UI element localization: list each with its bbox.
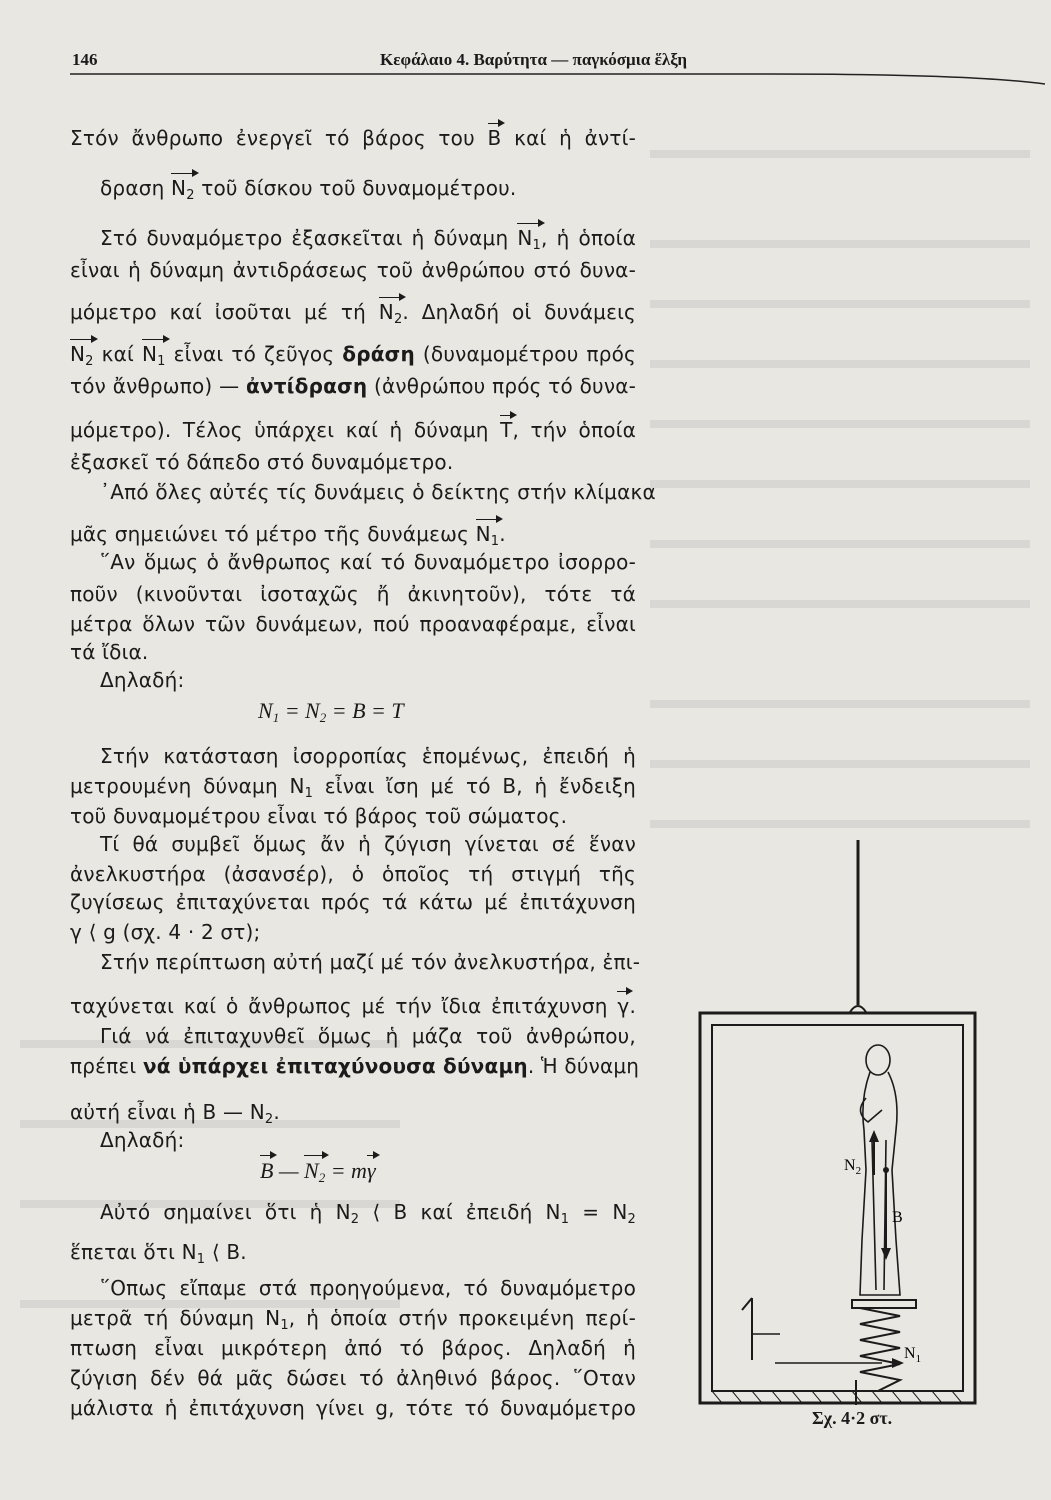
text-line-33: μετρᾶ τή δύναμη $N_1$, ἡ ὁποία στήν προκειμένη περί- — [70, 1306, 636, 1333]
text-line-14: μέτρα ὅλων τῶν δυνάμεων, πού προαναφέραμε, εἶναι — [70, 612, 636, 636]
chapter-title: Κεφάλαιο 4. Βαρύτητα — παγκόσμια ἕλξη — [380, 50, 688, 69]
elevator-cabin — [700, 1013, 975, 1403]
text-line-5: μόμετρο καί ἰσοῦται μέ τή $N_2$. Δηλαδή οἱ δυνάμεις — [70, 300, 636, 327]
text-line-6: $N_2$ καί $N_1$ εἶναι τό ζεῦγος δράση (δυναμομέτρου πρός — [70, 342, 636, 369]
elevator-figure — [660, 840, 980, 1430]
text-line-34: πτωση εἶναι μικρότερη ἀπό τό βάρος. Δηλαδή ἡ — [70, 1336, 636, 1360]
text-line-20: Τί θά συμβεῖ ὅμως ἄν ἡ ζύγιση γίνεται σέ ἕναν — [100, 832, 636, 856]
label-n1: $N_1$ — [904, 1345, 922, 1365]
header-rule — [70, 70, 1045, 100]
label-b: B — [892, 1209, 903, 1226]
equation-equilibrium: $N_1 = N_2 = B = T$ — [258, 698, 404, 725]
text-line-13: ποῦν (κινοῦνται ἰσοταχῶς ἤ ἀκινητοῦν), τότε τά — [70, 582, 636, 606]
text-line-22: ζυγίσεως ἐπιταχύνεται πρός τά κάτω μέ ἐπιτάχυνση — [70, 890, 636, 914]
text-line-17: Στήν κατάσταση ἰσορροπίας ἑπομένως, ἐπειδή ἡ — [100, 744, 636, 768]
text-line-2: δραση $N_2$ τοῦ δίσκου τοῦ δυναμομέτρου. — [100, 176, 517, 203]
text-line-31: ἕπεται ὅτι $N_1$ ⟨ B. — [70, 1240, 247, 1267]
equation-accelerating: B — $N_2 = m\gamma$ — [260, 1158, 376, 1185]
text-line-25: ταχύνεται καί ὁ ἄνθρωπος μέ τήν ἴδια ἐπιτάχυνση γ. — [70, 994, 636, 1018]
text-line-11: μᾶς σημειώνει τό μέτρο τῆς δυνάμεως $N_1$. — [70, 522, 506, 549]
text-line-7: τόν ἄνθρωπο) — ἀντίδραση (ἀνθρώπου πρός τό δυνα- — [70, 374, 636, 398]
text-line-1: Στόν ἄνθρωπο ἐνεργεῖ τό βάρος του B καί ἡ ἀντί- — [70, 126, 636, 150]
text-line-35: ζύγιση δέν θά μᾶς δώσει τό ἀληθινό βάρος. ῞Οταν — [70, 1366, 636, 1390]
text-line-8: μόμετρο). Τέλος ὑπάρχει καί ἡ δύναμη T, τήν ὁποία — [70, 418, 636, 442]
text-line-3: Στό δυναμόμετρο ἐξασκεῖται ἡ δύναμη $N_1$, ἡ ὁποία — [100, 226, 636, 253]
person-figure — [860, 1045, 900, 1295]
text-line-29: Δηλαδή: — [100, 1128, 185, 1152]
reference-marker — [742, 1298, 752, 1360]
page-number: 146 — [72, 50, 98, 69]
text-line-32: ῞Οπως εἴπαμε στά προηγούμενα, τό δυναμόμετρο — [100, 1276, 636, 1300]
scale-platform — [852, 1300, 916, 1308]
label-n2: $N_2$ — [844, 1157, 862, 1177]
center-of-mass — [883, 1167, 889, 1173]
text-line-26: Γιά νά ἐπιταχυνθεῖ ὅμως ἡ μάζα τοῦ ἀνθρώπου, — [100, 1024, 636, 1048]
text-line-4: εἶναι ἡ δύναμη ἀντιδράσεως τοῦ ἀνθρώπου στό δυνα- — [70, 258, 636, 282]
b-arrowhead — [881, 1248, 891, 1260]
text-line-21: ἀνελκυστήρα (ἀσανσέρ), ὁ ὁποῖος τή στιγμή τῆς — [70, 862, 636, 886]
text-line-24: Στήν περίπτωση αὐτή μαζί μέ τόν ἀνελκυστήρα, ἐπι- — [100, 950, 641, 974]
figure-caption: Σχ. 4·2 στ. — [812, 1408, 893, 1428]
text-line-36: μάλιστα ἡ ἐπιτάχυνση γίνει g, τότε τό δυναμόμετρο — [70, 1396, 636, 1420]
text-line-16: Δηλαδή: — [100, 668, 185, 692]
text-line-15: τά ἴδια. — [70, 640, 149, 664]
scale-spring — [860, 1308, 900, 1391]
text-line-23: γ ⟨ g (σχ. 4 · 2 στ); — [70, 920, 261, 944]
text-line-28: αὐτή εἶναι ἡ B — $N_2$. — [70, 1100, 280, 1127]
cable-hook — [850, 1006, 866, 1012]
text-line-9: ἐξασκεῖ τό δάπεδο στό δυναμόμετρο. — [70, 450, 454, 474]
text-line-10: ᾿Από ὅλες αὐτές τίς δυνάμεις ὁ δείκτης στήν κλίμακα — [100, 480, 656, 504]
text-line-19: τοῦ δυναμομέτρου εἶναι τό βάρος τοῦ σώματος. — [70, 804, 568, 828]
elevator-cabin-inner — [712, 1025, 963, 1391]
text-line-30: Αὐτό σημαίνει ὅτι ἡ $N_2$ ⟨ B καί ἐπειδή $N_1 = N_2$ — [100, 1200, 636, 1227]
text-line-12: ῞Αν ὅμως ὁ ἄνθρωπος καί τό δυναμόμετρο ἰσορρο- — [100, 550, 636, 574]
text-line-27: πρέπει νά ὑπάρχει ἐπιταχύνουσα δύναμη. Ἡ δύναμη — [70, 1054, 640, 1078]
cabin-floor-hatch — [712, 1391, 962, 1403]
text-line-18: μετρουμένη δύναμη $N_1$ εἶναι ἴση μέ τό B, ἡ ἔνδειξη — [70, 774, 636, 801]
n1-arrowhead — [892, 1358, 904, 1368]
n2-arrowhead — [869, 1130, 879, 1142]
